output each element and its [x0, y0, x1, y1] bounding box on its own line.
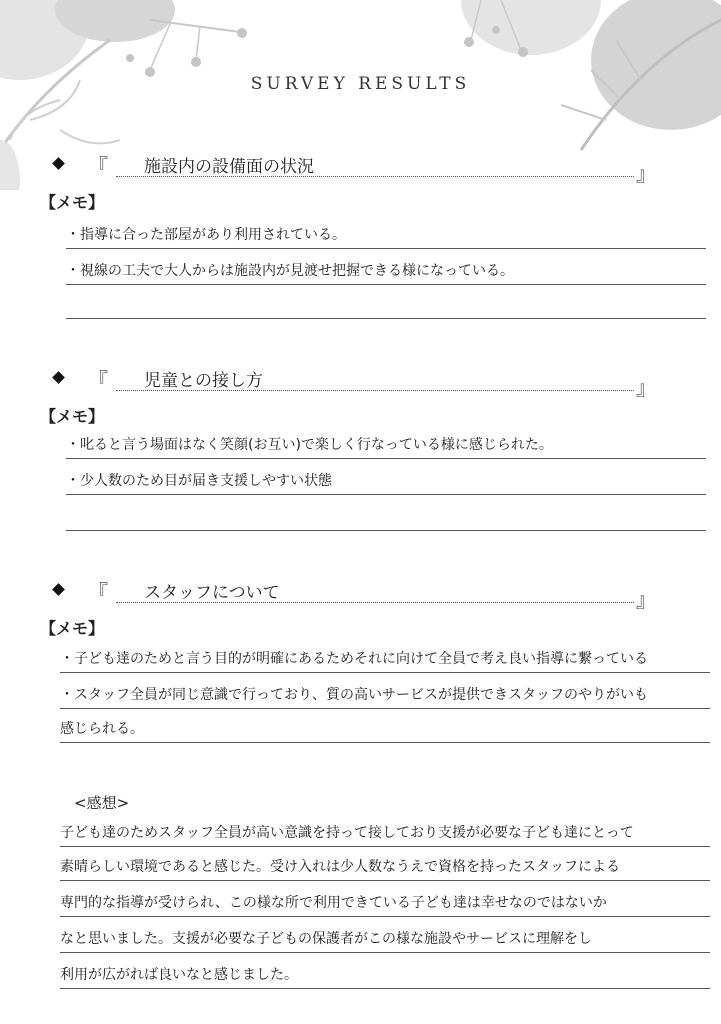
- diamond-bullet-icon: [52, 583, 65, 596]
- bracket-close: 』: [636, 588, 656, 612]
- section-heading-text: 施設内の設備面の状況: [116, 152, 634, 177]
- memo-label: 【メモ】: [40, 619, 105, 638]
- bracket-close: 』: [636, 376, 656, 400]
- memo-line: ・叱ると言う場面はなく笑顔(お互い)で楽しく行なっている様に感じられた。: [66, 428, 706, 459]
- page-title: SURVEY RESULTS: [250, 74, 471, 94]
- diamond-bullet-icon: [52, 371, 65, 384]
- bracket-open: 『: [88, 368, 108, 392]
- memo-line: ・指導に合った部屋があり利用されている。: [66, 218, 706, 249]
- bracket-open: 『: [88, 154, 108, 178]
- memo-label: 【メモ】: [40, 193, 105, 212]
- bracket-close: 』: [636, 162, 656, 186]
- section-heading-children: [46, 366, 666, 400]
- memo-line: ・子ども達のためと言う目的が明確にあるためそれに向けて全員で考え良い指導に繋っている: [60, 642, 710, 673]
- section-heading-staff: [46, 578, 666, 612]
- impressions-label: <感想>: [74, 794, 130, 812]
- section-heading-text: 児童との接し方: [116, 366, 634, 391]
- bracket-open: 『: [88, 580, 108, 604]
- memo-label: 【メモ】: [40, 407, 105, 426]
- diamond-bullet-icon: [52, 157, 65, 170]
- impression-line: なと思いました。支援が必要な子どもの保護者がこの様な施設やサービスに理解をし: [60, 922, 710, 953]
- memo-line: [66, 288, 706, 319]
- memo-line: [66, 500, 706, 531]
- impression-line: 素晴らしい環境であると感じた。受け入れは少人数なうえで資格を持ったスタッフによる: [60, 850, 710, 881]
- impression-line: 利用が広がれば良いなと感じました。: [60, 958, 710, 989]
- impression-line: 子ども達のためスタッフ全員が高い意識を持って接しており支援が必要な子ども達にとって: [60, 816, 710, 847]
- section-heading-facilities: [46, 152, 666, 186]
- impression-line: 専門的な指導が受けられ、この様な所で利用できている子ども達は幸せなのではないか: [60, 886, 710, 917]
- section-heading-text: スタッフについて: [116, 578, 634, 603]
- memo-line: ・スタッフ全員が同じ意識で行っており、質の高いサービスが提供できスタッフのやりがいも: [60, 678, 710, 709]
- memo-line: 感じられる。: [60, 712, 710, 743]
- memo-line: ・少人数のため目が届き支援しやすい状態: [66, 464, 706, 495]
- memo-line: ・視線の工夫で大人からは施設内が見渡せ把握できる様になっている。: [66, 254, 706, 285]
